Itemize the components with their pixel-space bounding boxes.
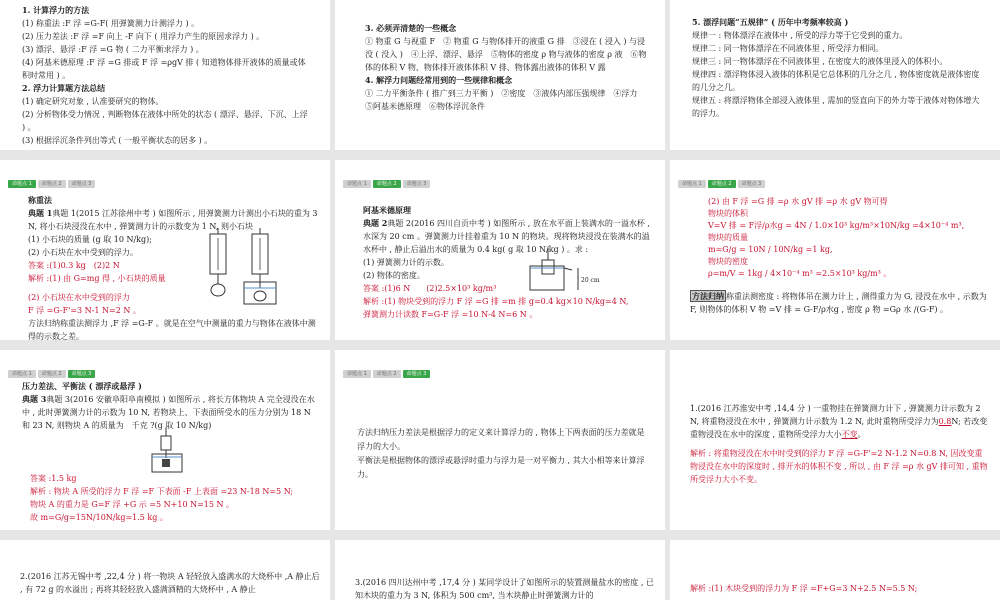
analysis: 解析 :(1) 由 G=mg 得 , 小石块的质量 <box>28 274 166 283</box>
section-title: 压力差法、平衡法 ( 漂浮或悬浮 ) <box>22 381 142 391</box>
slide-3-text <box>692 16 982 120</box>
text-line: (2) 压力差法 :F 浮 =F 向上 -F 向下 ( 用浮力产生的原因求浮力 ) 。 <box>22 32 265 41</box>
heading: 5. 漂浮问题“五规律” ( 历年中考频率较高 ) <box>692 17 849 27</box>
answer: 答案 :(1)0.3 kg (2)2 N <box>28 261 120 270</box>
tab-topic-3[interactable]: 命题点 3 <box>68 370 96 378</box>
tab-topic-2[interactable]: 命题点 2 <box>708 180 736 188</box>
question: 3.(2016 四川达州中考 ,17,4 分 ) 某同学设计了如图所示的装置测量盐水的密度 , 已知木块的重力为 3 N, 体积为 500 cm³, 当木块静止时弹簧测力计的 <box>355 578 654 600</box>
method-summary: 方法归纳称重法测浮力 ,F 浮 =G-F 。就是在空气中测量的重力与物体在液体中测得的示数之差。 <box>28 319 316 340</box>
tab-topic-3[interactable]: 命题点 3 <box>738 180 766 188</box>
analysis: 故 m=G/g=15N/10N/kg=1.5 kg 。 <box>30 513 168 522</box>
question: 2.(2016 江苏无锡中考 ,22,4 分 ) 将一物块 A 轻轻放入盛满水的大烧杯中 ,A 静止后 , 有 72 g 的水溢出 ; 再将其轻轻放入盛满酒精的大烧杯中 , A 静止 <box>20 572 320 594</box>
text-line: (1) 称重法 :F 浮 =G-F( 用弹簧测力计测浮力 ) 。 <box>22 19 200 28</box>
slide-8[interactable] <box>335 350 665 530</box>
slide-6[interactable] <box>670 160 1000 340</box>
text-line: (2) 物体的密度。 <box>363 271 425 280</box>
topic-tabs <box>343 180 430 188</box>
answer-blank: 0.8 <box>938 417 952 426</box>
text-line: (3) 漂浮、悬浮 :F 浮 =G 物 ( 二力平衡求浮力 ) 。 <box>22 45 204 54</box>
slide-10-text <box>20 570 320 596</box>
analysis: 解析 : 物块 A 所受的浮力 F 浮 =F 下表面 -F 上表面 =23 N-18 N=5 N; <box>30 487 294 496</box>
question: 典题 2典题 2(2016 四川自贡中考 ) 如图所示 , 放在水平面上装满水的一溢水杯 , 水深为 20 cm 。弹簧测力计挂着重为 10 N 的物块。现将物块浸没在装满水的溢水杯中 , 静止后溢出水的质量为 0.4 kg( g 取 10 N/kg ) 。求 : <box>363 218 650 254</box>
text-line: ① 物重 G 与视重 F ② 物重 G 与物体排开的液重 G 排 ③浸在 ( 浸入 ) 与浸没 ( 没入 ) ④上浮、漂浮、悬浮 ⑤物体的密度 ρ 物与液体的密度 ρ 液 ⑥物体的体积 V 物、物体排开液体体积 V 排、物体露出液体的体积 V 露 <box>365 37 647 72</box>
text-line: (4) 阿基米德原理 :F 浮 =G 排或 F 浮 =ρgV 排 ( 知道物体排开液体的质量或体积时常用 ) 。 <box>22 58 306 80</box>
tab-topic-3[interactable]: 命题点 3 <box>403 370 431 378</box>
analysis: 解析 :(1) 木块受到的浮力为 F 浮 =F+G=3 N+2.5 N=5.5 N; <box>690 584 918 593</box>
heading: 2. 浮力计算题方法总结 <box>22 83 106 93</box>
heading: 1. 计算浮力的方法 <box>22 5 90 15</box>
topic-tabs <box>8 180 95 188</box>
topic-tabs <box>678 180 765 188</box>
tab-topic-1[interactable]: 命题点 1 <box>678 180 706 188</box>
topic-tabs <box>343 370 430 378</box>
text-line: (2) 小石块在水中受到的浮力。 <box>28 248 138 257</box>
slide-10[interactable] <box>0 540 330 600</box>
slide-12[interactable] <box>670 540 1000 600</box>
text-line: 规律五 : 将漂浮物体全部浸入液体里 , 需加的竖直向下的外力等于液体对物体增大的浮力。 <box>692 96 980 118</box>
heading: 3. 必须弄清楚的一些概念 <box>365 23 457 33</box>
section-title: 阿基米德原理 <box>363 205 411 215</box>
text-line: ① 二力平衡条件 ( 推广到三力平衡 ) ②密度 ③液体内部压强规律 ④浮力 ⑤阿基米德原理 ⑥物体浮沉条件 <box>365 89 646 111</box>
slide-2-text <box>365 22 647 113</box>
analysis: 解析 : 将重物浸没在水中时受到的浮力 F 浮 =G-F'=2 N-1.2 N=0.8 N, 因改变重物浸没在水中的深度时 , 排开水的体积不变 , 所以 , 由 F 浮 =ρ 水 gV 排可知 , 重物所受浮力大小不变。 <box>690 449 988 484</box>
method-label: 方法归纳 <box>692 291 724 301</box>
section-title: 称重法 <box>28 195 52 205</box>
analysis: F 浮 =G-F'=3 N-1 N=2 N 。 <box>28 306 141 315</box>
slide-12-text <box>690 582 990 595</box>
method-summary: 方法归纳 称重法测密度 : 将物体吊在测力计上 , 测得重力为 G, 浸没在水中 , 示数为 F, 则物体的体积 V 物 =V 排 = G-F/ρ水g , 密度 ρ 物 =Gρ 水 /(G-F) 。 <box>690 291 987 314</box>
tab-topic-1[interactable]: 命题点 1 <box>8 370 36 378</box>
overflow-cup-figure <box>520 248 600 292</box>
tab-topic-3[interactable]: 命题点 3 <box>403 180 431 188</box>
analysis: m=G/g = 10N / 10N/kg =1 kg, <box>708 245 833 254</box>
slide-7[interactable] <box>0 350 330 530</box>
text-line: (2) 分析物体受力情况 , 判断物体在液体中所处的状态 ( 漂浮、悬浮、下沉、上浮 ) 。 <box>22 110 308 132</box>
analysis: 物块的体积 <box>708 209 748 218</box>
slide-11-text <box>355 576 655 600</box>
slide-11[interactable] <box>335 540 665 600</box>
depth-label: 20 cm <box>581 277 600 284</box>
slide-5-text <box>363 204 653 321</box>
slide-3[interactable] <box>670 0 1000 150</box>
text-line: 规律三 : 同一物体漂浮在不同液体里 , 在密度大的液体里浸入的体积小。 <box>692 57 948 66</box>
analysis: 物块 A 的重力是 G=F 浮 +G 示 =5 N+10 N=15 N 。 <box>30 500 235 509</box>
method-summary: 平衡法是根据物体的漂浮或悬浮时重力与浮力是一对平衡力 , 其大小相等来计算浮力。 <box>357 456 645 479</box>
question: 典题 1典题 1(2015 江苏徐州中考 ) 如图所示 , 用弹簧测力计测出小石块的重为 3 N, 将小石块浸没在水中 , 弹簧测力计的示数变为 1 N, 则小石块 <box>28 208 318 231</box>
tab-topic-2[interactable]: 命题点 2 <box>38 370 66 378</box>
slide-4[interactable] <box>0 160 330 340</box>
analysis: V=V 排 = F浮/ρ水g = 4N / 1.0×10³ kg/m³×10N/kg =4×10⁻⁴ m³, <box>708 221 965 230</box>
tab-topic-1[interactable]: 命题点 1 <box>343 370 371 378</box>
tab-topic-1[interactable]: 命题点 1 <box>8 180 36 188</box>
analysis: 解析 :(1) 物块受到的浮力 F 浮 =G 排 =m 排 g=0.4 kg×10 N/kg=4 N, <box>363 297 629 306</box>
text-line: 规律四 : 漂浮物体浸入液体的体积是它总体积的几分之几 , 物体密度就是液体密度的几分之几。 <box>692 70 980 92</box>
method-summary: 方法归纳压力差法是根据浮力的定义来计算浮力的 , 物体上下两表面的压力差就是浮力的大小。 <box>357 428 645 451</box>
analysis: ρ=m/V = 1kg / 4×10⁻⁴ m³ =2.5×10³ kg/m³ 。 <box>708 269 892 278</box>
text-line: (1) 小石块的质量 (g 取 10 N/kg); <box>28 235 152 244</box>
text-line: (3) 根据浮沉条件列出等式 ( 一般平衡状态的居多 ) 。 <box>22 136 213 145</box>
text-line: 规律二 : 同一物体漂浮在不同液体里 , 所受浮力相同。 <box>692 44 884 53</box>
question: 典题 3典题 3(2016 安徽阜阳阜南模拟 ) 如图所示 , 将长方体物块 A 完全浸没在水中 , 此时弹簧测力计的示数为 10 N, 若物块上、下表面所受水的压力分别为 18 N 和 23 N, 则物块 A 的质量为 千克 ?(g 取 10 N/kg) <box>22 394 315 430</box>
analysis: 物块的质量 <box>708 233 748 242</box>
slide-8-text <box>357 426 652 482</box>
analysis: (2) 由 F 浮 =G 排 =ρ 水 gV 排 =ρ 水 gV 物可得 <box>708 197 888 206</box>
slide-5[interactable] <box>335 160 665 340</box>
tab-topic-1[interactable]: 命题点 1 <box>343 180 371 188</box>
tab-topic-2[interactable]: 命题点 2 <box>373 180 401 188</box>
slide-7-answer <box>30 472 320 524</box>
tab-topic-2[interactable]: 命题点 2 <box>38 180 66 188</box>
analysis: 物块的密度 <box>708 257 748 266</box>
text-line: (1) 确定研究对象 , 认准要研究的物体。 <box>22 97 164 106</box>
tab-topic-2[interactable]: 命题点 2 <box>373 370 401 378</box>
slide-1-text <box>22 4 312 147</box>
tab-topic-3[interactable]: 命题点 3 <box>68 180 96 188</box>
slide-9[interactable] <box>670 350 1000 530</box>
heading: 4. 解浮力问题经常用到的一些规律和概念 <box>365 75 513 85</box>
topic-tabs <box>8 370 95 378</box>
spring-scale-figure <box>198 228 308 308</box>
answer-blank: 不变 <box>841 430 858 439</box>
text-line: 规律一 : 物体漂浮在液体中 , 所受的浮力等于它受到的重力。 <box>692 31 908 40</box>
slide-1[interactable] <box>0 0 330 150</box>
question: 1.(2016 江苏淮安中考 ,14,4 分 ) 一重物挂在弹簧测力计下 , 弹簧测力计示数为 2 N, 将重物浸没在水中 , 弹簧测力计示数为 1.2 N, 此时重物所受浮力为0.8N; 若改变重物浸没在水中的深度 , 重物所受浮力大小不变。 <box>690 404 988 439</box>
slide-2[interactable] <box>335 0 665 150</box>
text-line: (1) 弹簧测力计的示数。 <box>363 258 449 267</box>
analysis: (2) 小石块在水中受到的浮力 <box>28 293 130 302</box>
slide-9-text <box>690 402 990 486</box>
slide-6-text <box>708 196 993 280</box>
block-in-water-figure <box>148 428 188 474</box>
answer: 答案 :1.5 kg <box>30 474 77 483</box>
slide-7-text <box>22 380 317 432</box>
analysis: 弹簧测力计读数 F=G-F 浮 =10 N-4 N=6 N 。 <box>363 310 538 319</box>
answer: 答案 :(1)6 N (2)2.5×10³ kg/m³ <box>363 284 497 293</box>
